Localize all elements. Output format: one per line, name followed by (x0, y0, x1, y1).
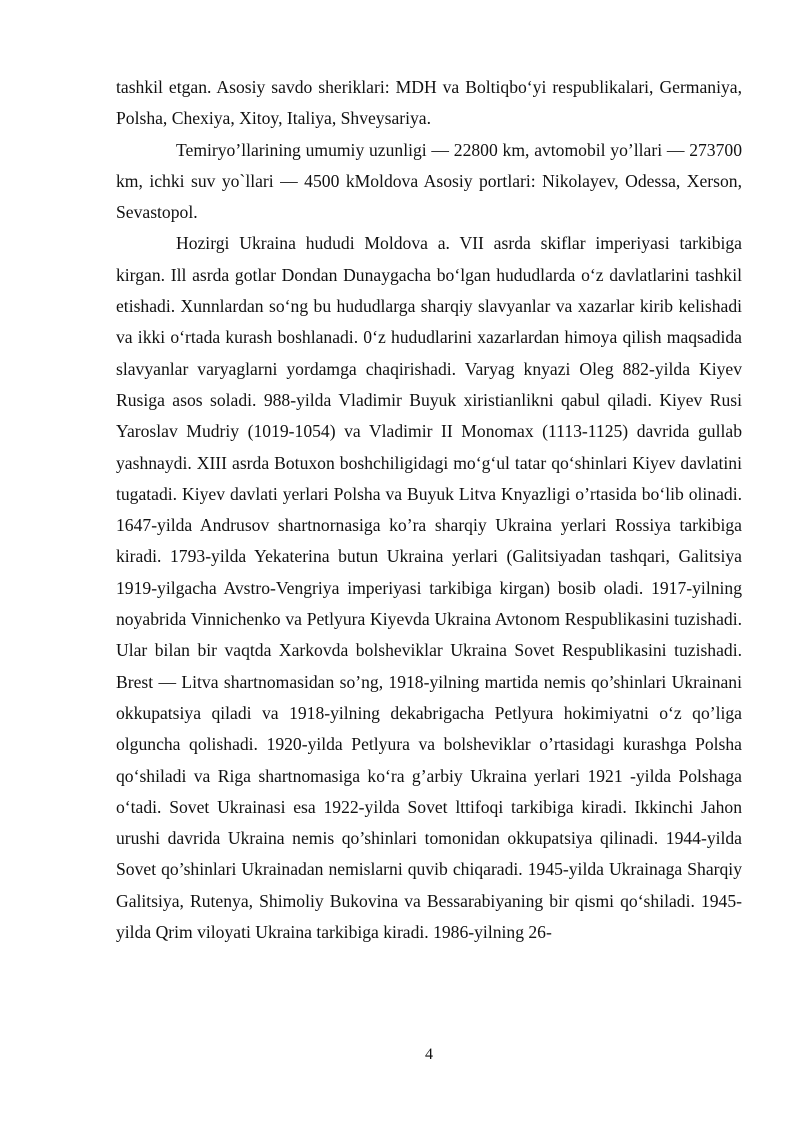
page-number: 4 (425, 1046, 433, 1063)
paragraph-transport: Temiryo’llarining umumiy uzunligi — 22800 km, avtomobil yo’llari — 273700 km, ichki suv yo`llari — 4500 kMoldova Asosiy portlari: Nikolayev, Odessa, Xerson, Sevastopol. (116, 139, 742, 223)
paragraph-trade-partners: tashkil etgan. Asosiy savdo sheriklari: MDH va Boltiqbo‘yi respublikalari, Germaniya, Polsha, Chexiya, Xitoy, Italiya, Shveysariya. (116, 77, 742, 129)
body-text (116, 72, 742, 948)
paragraph-history: Hozirgi Ukraina hududi Moldova a. VII asrda skiflar imperiyasi tarkibiga kirgan. Ill asrda gotlar Dondan Dunaygacha bo‘lgan hududlarda o‘z davlatlarini tashkil etishadi. Xunnlardan so‘ng bu hududlarga sharqiy slavyanlar va xazarlar kirib kelishadi va ikki o‘rtada kurash boshlanadi. 0‘z hududlarini xazarlardan himoya qilish maqsadida slavyanlar varyaglarni yordamga chaqirishadi. Varyag knyazi Oleg 882-yilda Kiyev Rusiga asos soladi. 988-yilda Vladimir Buyuk xiristianlikni qabul qiladi. Kiyev Rusi Yaroslav Mudriy (1019-1054) va Vladimir II Monomax (1113-1125) davrida gullab yashnaydi. XIII asrda Botuxon boshchiligidagi mo‘g‘ul tatar qo‘shinlari Kiyev davlatini tugatadi. Kiyev davlati yerlari Polsha va Buyuk Litva Knyazligi o’rtasida bo‘lib olinadi. 1647-yilda Andrusov shartnornasiga ko’ra sharqiy Ukraina yerlari Rossiya tarkibiga kiradi. 1793-yilda Yekaterina butun Ukraina yerlari (Galitsiyadan tashqari, Galitsiya 1919-yilgacha Avstro-Vengriya imperiyasi tarkibiga kirgan) bosib oladi. 1917-yilning noyabrida Vinnichenko va Petlyura Kiyevda Ukraina Avtonom Respublikasini tuzishadi. Ular bilan bir vaqtda Xarkovda bolsheviklar Ukraina Sovet Respublikasini tuzishadi. Brest — Litva shartnomasidan so’ng, 1918-yilning martida nemis qo’shinlari Ukrainani okkupatsiya qiladi va 1918-yilning dekabrigacha Petlyura hokimiyatni o‘z qo’liga olguncha qolishadi. 1920-yilda Petlyura va bolsheviklar o’rtasidagi kurashga Polsha qo‘shiladi va Riga shartnomasiga ko‘ra g’arbiy Ukraina yerlari 1921 -yilda Polshaga o‘tadi. Sovet Ukrainasi esa 1922-yilda Sovet lttifoqi tarkibiga kiradi. Ikkinchi Jahon urushi davrida Ukraina nemis qo’shinlari tomonidan okkupatsiya qilinadi. 1944-yilda Sovet qo’shinlari Ukrainadan nemislarni quvib chiqaradi. 1945-yilda Ukrainaga Sharqiy Galitsiya, Rutenya, Shimoliy Bukovina va Bessarabiyaning bir qismi qo‘shiladi. 1945-yilda Qrim viloyati Ukraina tarkibiga kiradi. 1986-yilning 26- (116, 233, 742, 943)
